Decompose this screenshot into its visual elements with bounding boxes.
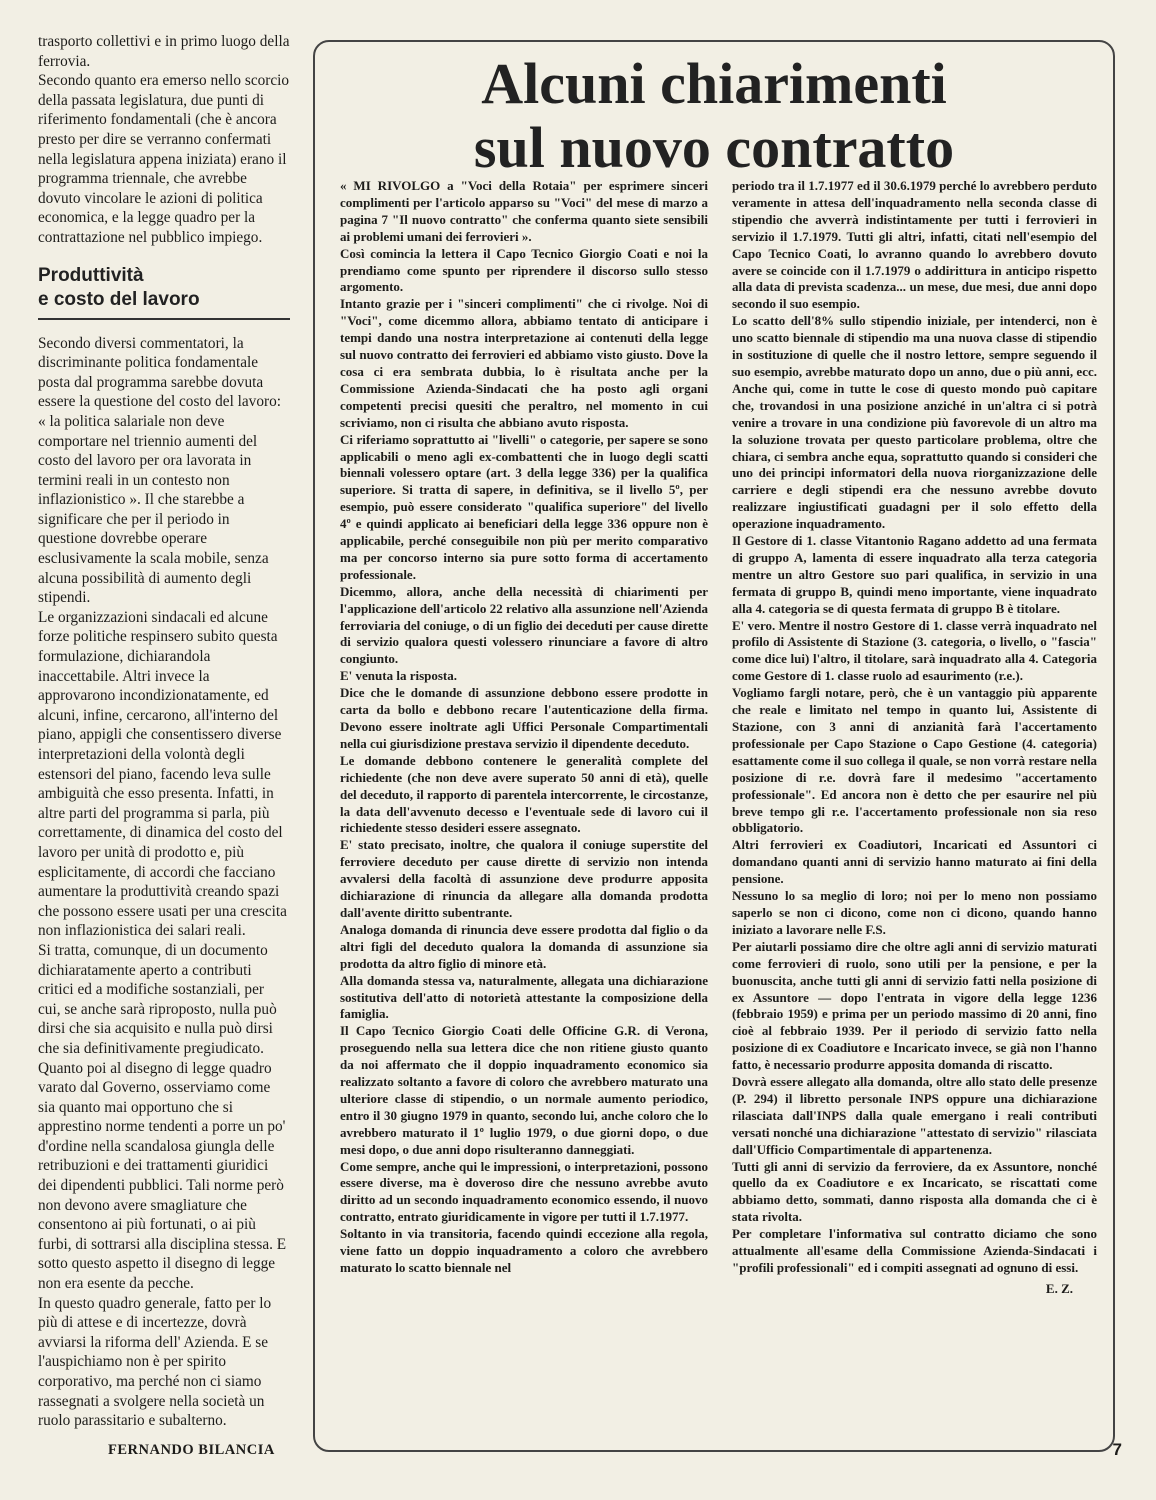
article-paragraph: « MI RIVOLGO a "Voci della Rotaia" per esprimere sinceri complimenti per l'articolo apparso su "Voci" del mese di marzo a pagina 7 "Il nuovo contratto" che conferma quanto siete sensibili ai problemi umani dei ferrovieri ».: [340, 178, 708, 244]
article-paragraph: Il Gestore di 1. classe Vitantonio Ragano addetto ad una fermata di gruppo A, lamenta di essere inquadrato alla terza categoria mentre un altro Gestore suo pari qualifica, in servizio in una fermata di gruppo B, quindi meno importante, viene inquadrato alla 4. categoria se di questa fermata di gruppo B è titolare.: [732, 533, 1097, 616]
headline-line: sul nuovo contratto: [473, 115, 955, 180]
article-paragraph: Intanto grazie per i "sinceri complimenti" che ci rivolge. Noi di "Voci", come dicemmo allora, abbiamo tentato di anticipare i tempi dando una nostra interpretazione ai contenuti della legge sul nuovo contratto dei ferrovieri ed abbiamo visto giusto. Dove la cosa ci era sembrata dubbia, lo è risultata anche per la Commissione Azienda-Sindacati che ha posto agli organi competenti precisi quesiti che peraltro, nel momento in cui scriviamo, non ci risulta che abbiano avuto risposta.: [340, 296, 708, 430]
article-paragraph: Dice che le domande di assunzione debbono essere prodotte in carta da bollo e debbono recare l'autenticazione della firma. Devono essere inoltrate agli Uffici Personale Compartimentali nella cui giurisdizione prestava servizio il dipendente deceduto.: [340, 685, 708, 751]
page-number: 7: [1112, 1440, 1122, 1459]
article-column-middle: [340, 178, 708, 1277]
section-heading: [38, 264, 290, 312]
article-paragraph: Nessuno lo sa meglio di loro; noi per lo meno non possiamo saperlo se non ci dicono, come non ci dicono, quando hanno iniziato a lavorare nelle F.S.: [732, 888, 1097, 937]
left-paragraph: In questo quadro generale, fatto per lo più di attese e di incertezze, dovrà avviarsi la riforma dell' Azienda. E se l'auspichiamo non è per spirito corporativo, ma perché non ci siamo rassegnati a svolgere nella società un ruolo parassitario e subalterno.: [38, 1294, 272, 1430]
left-paragraph: trasporto collettivi e in primo luogo della ferrovia.: [38, 33, 290, 70]
article-paragraph: Vogliamo fargli notare, però, che è un vantaggio più apparente che reale e limitato nel tempo in quanto lui, Assistente di Stazione, con 3 anni di anzianità farà l'accertamento professionale per Capo Stazione o Capo Gestione (4. categoria) esattamente come il suo collega il quale, se non vorrà restare nella posizione di r.e. dovrà fare il medesimo "accertamento professionale". Ed ancora non è detto che per esaurire nel più breve tempo gli r.e. l'accertamento professionale non sia reso obbligatorio.: [732, 685, 1097, 836]
article-paragraph: Lo scatto dell'8% sullo stipendio iniziale, per intenderci, non è uno scatto biennale di stipendio ma una nuova classe di stipendio in sostituzione di quelle che il nostro lettore, sempre seguendo il suo esempio, avrebbe maturato dopo un anno, due o più anni, ecc. Anche qui, come in tutte le cose di questo mondo può capitare che, trovandosi in una posizione anziché in un'altra ci si potrà venire a trovare in una condizione più favorevole di un altro ma la soluzione trovata per questo particolare problema, oltre che chiara, ci sembra anche equa, soprattutto quando si consideri che uno dei principi informatori della nuova riorganizzazione delle carriere e degli stipendi era che nessuno avrebbe dovuto realizzare ingiustificati guadagni per il solo effetto della operazione inquadramento.: [732, 313, 1097, 532]
article-paragraph: Analoga domanda di rinuncia deve essere prodotta dal figlio o da altri figli del deceduto qualora la domanda di assunzione sia prodotta da altro figlio di minore età.: [340, 921, 708, 971]
article-paragraph: Le domande debbono contenere le generalità complete del richiedente (che non deve avere superato 50 anni di età), quelle del deceduto, il rapporto di parentela intercorrente, le circostanze, la data dell'avvenuto decesso e l'eventuale sede di lavoro cui il richiedente stesso desideri essere assegnato.: [340, 752, 708, 836]
headline-line: Alcuni chiarimenti: [481, 51, 947, 116]
article-paragraph: Dovrà essere allegato alla domanda, oltre allo stato delle presenze (P. 294) il libretto personale INPS oppure una dichiarazione rilasciata dall'INPS dalla quale emergano i reali contributi versati nonché una dichiarazione "attestato di servizio" rilasciata dall'Ufficio Compartimentale di appartenenza.: [732, 1074, 1097, 1157]
article-column-right: [732, 178, 1097, 1298]
article-paragraph: Altri ferrovieri ex Coadiutori, Incaricati ed Assuntori ci domandano quanti anni di servizio hanno maturato ai fini della pensione.: [732, 837, 1097, 887]
article-paragraph: Per completare l'informativa sul contratto diciamo che sono attualmente all'esame della Commissione Azienda-Sindacati i "profili professionali" ed i compiti assegnati ad ognuno di essi.: [732, 1226, 1097, 1275]
article-paragraph: Alla domanda stessa va, naturalmente, allegata una dichiarazione sostitutiva dell'atto di notorietà attestante la composizione della famiglia.: [340, 972, 708, 1022]
left-paragraph: Le organizzazioni sindacali ed alcune forze politiche respinsero subito questa formulazione, dichiarandola inaccettabile. Altri invece la approvarono incondizionatamente, ed alcuni, infine, cercarono, all'interno del piano, appigli che consentissero diverse interpretazioni della volontà degli estensori del piano, facendo leva sulle ambiguità che esso presenta. Infatti, in altre parti del programma si parla, più correttamente, di dinamica del costo del lavoro per unità di prodotto e, più esplicitamente, di accordi che facciano aumentare la produttività creando spazi che possono essere usati per una crescita non inflazionistica dei salari reali.: [38, 608, 287, 940]
section-heading-line: Produttività: [38, 264, 144, 286]
article-paragraph: Il Capo Tecnico Giorgio Coati delle Officine G.R. di Verona, proseguendo nella sua lettera dice che non ritiene giusto quanto da noi affermato che il doppio inquadramento economico sia realizzato soltanto a favore di coloro che avrebbero maturato una ulteriore classe di stipendio, o un normale aumento periodico, entro il 30 giugno 1979 in quanto, secondo lui, anche coloro che lo avrebbero maturato il 1º luglio 1979, o due giorni dopo, o due mesi dopo, o due anni dopo risulteranno danneggiati.: [340, 1023, 708, 1157]
author-signature: FERNANDO BILANCIA: [108, 1441, 275, 1458]
section-heading-line: e costo del lavoro: [38, 288, 200, 310]
article-paragraph: Così comincia la lettera il Capo Tecnico Giorgio Coati e noi la prendiamo come spunto per riprendere il discorso sullo stesso argomento.: [340, 245, 708, 295]
article-paragraph: Dicemmo, allora, anche della necessità di chiarimenti per l'applicazione dell'articolo 22 relativo alla assunzione nell'Azienda ferroviaria del coniuge, o di un figlio dei deceduti per cause dirette di servizio qualora questi volessero rinunciare a favore di altro congiunto.: [340, 583, 708, 667]
left-paragraph: Secondo quanto era emerso nello scorcio della passata legislatura, due punti di riferimento fondamentali (che è ancora presto per dire se verranno confermati nella legislatura appena iniziata) erano il programma triennale, che avrebbe dovuto vincolare le azioni di politica economica, e la legge quadro per la contrattazione nel pubblico impiego.: [38, 72, 290, 246]
article-paragraph: Ci riferiamo soprattutto ai "livelli" o categorie, per sapere se sono applicabili o meno agli ex-combattenti che in luogo degli scatti biennali volessero optare (art. 3 della legge 336) per la qualifica superiore. Si tratta di sapere, in definitiva, se il livello 5º, per esempio, può essere considerato "qualifica superiore" del livello 4º e quindi applicato ai beneficiari della legge 336 oppure non è applicabile, perché conseguibile non più per merito comparativo ma per concorso interno sia pure sotto forma di accertamento professionale.: [340, 431, 708, 582]
article-paragraph: E' vero. Mentre il nostro Gestore di 1. classe verrà inquadrato nel profilo di Assistente di Stazione (3. categoria, o livello, o "fascia" come dice lui) l'altro, il titolare, sarà inquadrato alla 4. Categoria come Gestore di 1. classe ruolo ad esaurimento (r.e.).: [732, 617, 1097, 684]
author-initials: E. Z.: [1045, 1280, 1073, 1296]
left-paragraph: Secondo diversi commentatori, la discriminante politica fondamentale posta dal programma sarebbe dovuta essere la questione del costo del lavoro: « la politica salariale non deve comportare nel triennio aumenti del costo del lavoro per ora lavorata in termini reali in un contesto non inflazionistico ». Il che starebbe a significare che per il periodo in questione dovrebbe operare esclusivamente la scala mobile, senza alcuna possibilità di aumento degli stipendi.: [38, 334, 281, 607]
left-column-continued-article: [38, 32, 290, 1460]
left-paragraph: Si tratta, comunque, di un documento dichiaratamente aperto a contributi critici ed a modifiche sostanziali, per cui, se anche sarà riproposto, nulla può dirsi che sia acquisito e nulla può dirsi che sia definitivamente pregiudicato.: [38, 941, 277, 1057]
article-paragraph: Per aiutarli possiamo dire che oltre agli anni di servizio maturati come ferrovieri di ruolo, sono utili per la pensione, e per la buonuscita, anche tutti gli anni di servizio fatti nella posizione di ex Assuntore — dopo l'entrata in vigore della legge 1236 (febbraio 1959) e prima per un periodo massimo di 20 anni, fino cioè al febbraio 1939. Per il periodo di servizio fatto nella posizione di ex Coadiutore e Incaricato invece, se già non l'hanno fatto, è necessario produrre apposita domanda di riscatto.: [732, 938, 1097, 1073]
article-headline: [313, 52, 1115, 180]
article-paragraph: E' stato precisato, inoltre, che qualora il coniuge superstite del ferroviere deceduto per cause dirette di servizio non intenda avvalersi della facoltà di assunzione deve produrre apposita dichiarazione di rinuncia da allegare alla domanda prodotta dall'avente diritto subentrante.: [340, 837, 708, 920]
article-paragraph: Come sempre, anche qui le impressioni, o interpretazioni, possono essere diverse, ma è doveroso dire che nessuno avrebbe avuto diritto ad un secondo inquadramento economico essendo, il nuovo contratto, entrato giuridicamente in vigore per tutti il 1.7.1977.: [340, 1158, 708, 1225]
article-paragraph: periodo tra il 1.7.1977 ed il 30.6.1979 perché lo avrebbero perduto veramente in attesa dell'inquadramento nella seconda classe di stipendio che avverrà indistintamente per tutti i ferrovieri in servizio il 1.7.1979. Tutti gli altri, infatti, citati nell'esempio del Capo Tecnico Coati, lo avranno quando lo avrebbero dovuto avere se coincide con il 1.7.1979 o addirittura in anticipo rispetto alla data di prevista scadenza... un mese, due mesi, due anni dopo secondo il suo esempio.: [732, 178, 1097, 312]
left-paragraph: Quanto poi al disegno di legge quadro varato dal Governo, osserviamo come sia quanto mai opportuno che si apprestino norme tendenti a porre un po' d'ordine nella scandalosa giungla delle retribuzioni e dei trattamenti giuridici dei dipendenti pubblici. Tali norme però non devono avere smagliature che consentono ai più fortunati, o ai più furbi, di sottrarsi alla disciplina stessa. E sotto questo aspetto il disegno di legge non era esente da pecche.: [38, 1059, 287, 1293]
section-divider: [38, 318, 290, 320]
article-paragraph: Tutti gli anni di servizio da ferroviere, da ex Assuntore, nonché quello da ex Coadiutore e ex Incaricato, se riscattati come abbiamo detto, sommati, danno risposta alla domanda che ci è stata rivolta.: [732, 1158, 1097, 1225]
article-paragraph: Soltanto in via transitoria, facendo quindi eccezione alla regola, viene fatto un doppio inquadramento a coloro che avrebbero maturato lo scatto biennale nel: [340, 1226, 708, 1275]
article-paragraph: E' venuta la risposta.: [340, 668, 458, 684]
